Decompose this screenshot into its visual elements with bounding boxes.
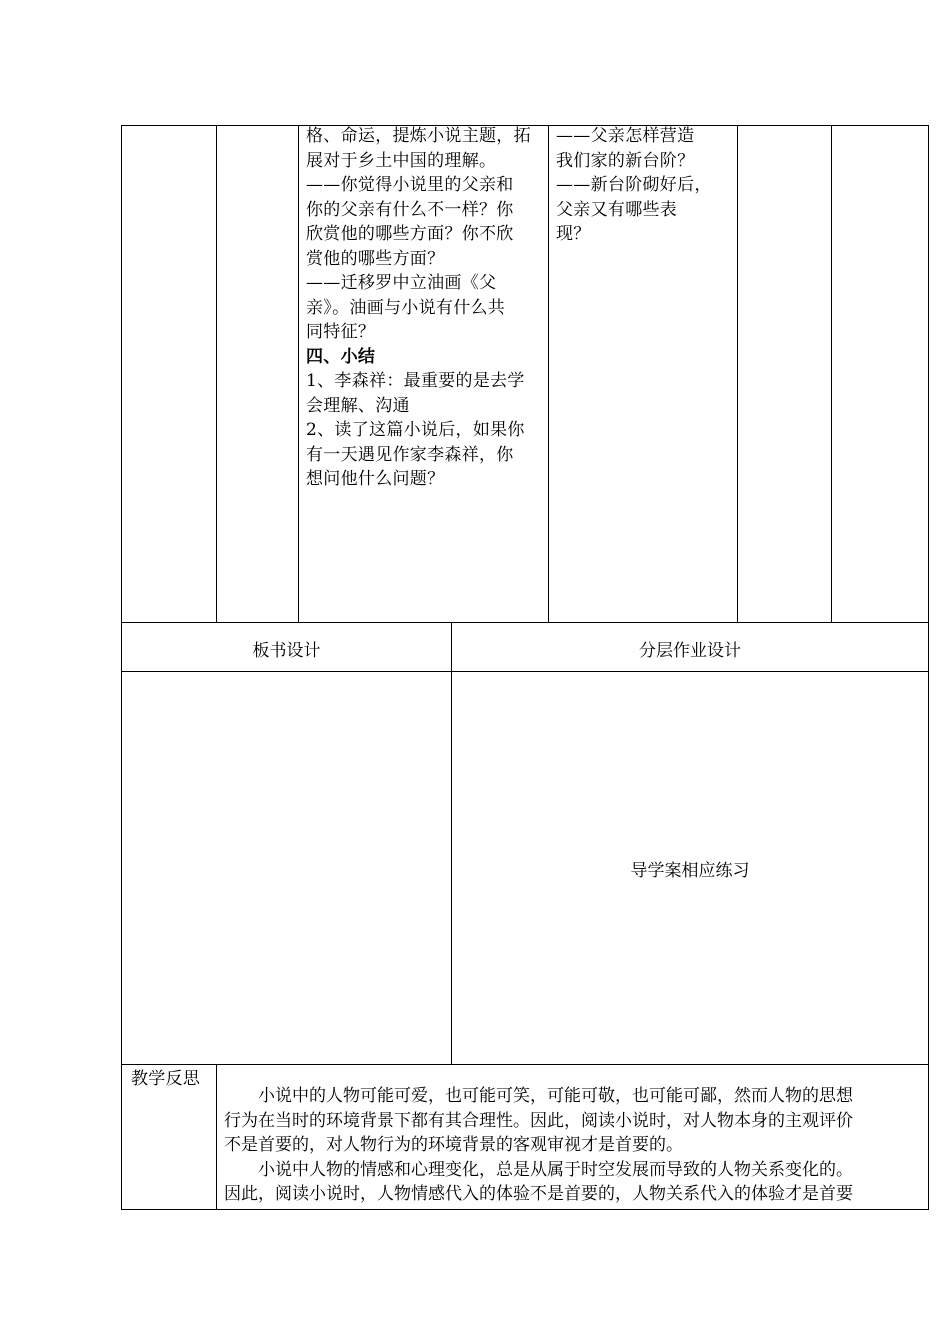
question-line: 我们家的新台阶？ [556,150,695,171]
board-content-cell [121,671,452,1065]
process-line: 格、命运，提炼小说主题，拓 [306,126,531,146]
question-line: ——新台阶砌好后， [556,175,712,195]
reflection-line: 小说中的人物可能可爱，也可能可笑，可能可敬，也可能可鄙，然而人物的思想 [224,1086,853,1106]
reflection-label: 教学反思 [131,1069,201,1089]
reflection-line: 因此，阅读小说时，人物情感代入的体验不是首要的，人物关系代入的体验才是首要 [224,1184,853,1204]
summary-heading: 四、小结 [306,346,376,367]
homework-design-header: 分层作业设计 [639,641,741,661]
process-line: 同特征？ [306,322,376,342]
summary-line: 1、李森祥：最重要的是去学 [306,371,525,391]
process-line: 展对于乡土中国的理解。 [306,150,497,171]
process-line: 你的父亲有什么不一样？你 [306,199,514,220]
summary-line: 有一天遇见作家李森祥，你 [306,444,514,465]
process-line: ——你觉得小说里的父亲和 [306,175,514,195]
board-design-header: 板书设计 [252,641,321,661]
col-2-cell [216,125,299,623]
reflection-line: 不是首要的，对人物行为的环境背景的客观审视才是首要的。 [224,1135,683,1155]
process-line: 赏他的哪些方面？ [306,248,445,269]
process-line: ——迁移罗中立油画《父 [306,273,497,293]
reflection-line: 行为在当时的环境背景下都有其合理性。因此，阅读小说时，对人物本身的主观评价 [224,1110,853,1131]
homework-content: 导学案相应练习 [630,861,750,881]
summary-line: 会理解、沟通 [306,395,410,416]
process-line: 亲》。油画与小说有什么共 [306,297,506,318]
reflection-line: 小说中人物的情感和心理变化，总是从属于时空发展而导致的人物关系变化的。 [224,1159,853,1180]
question-line: ——父亲怎样营造 [556,126,695,146]
col-1-cell [121,125,217,623]
summary-line: 想问他什么问题？ [306,469,445,489]
question-line: 父亲又有哪些表 [556,199,678,220]
summary-line: 2、读了这篇小说后，如果你 [306,420,525,440]
col-5-cell [737,125,832,623]
question-line: 现？ [556,224,591,244]
col-6-cell [831,125,929,623]
process-line: 欣赏他的哪些方面？你不欣 [306,224,514,244]
